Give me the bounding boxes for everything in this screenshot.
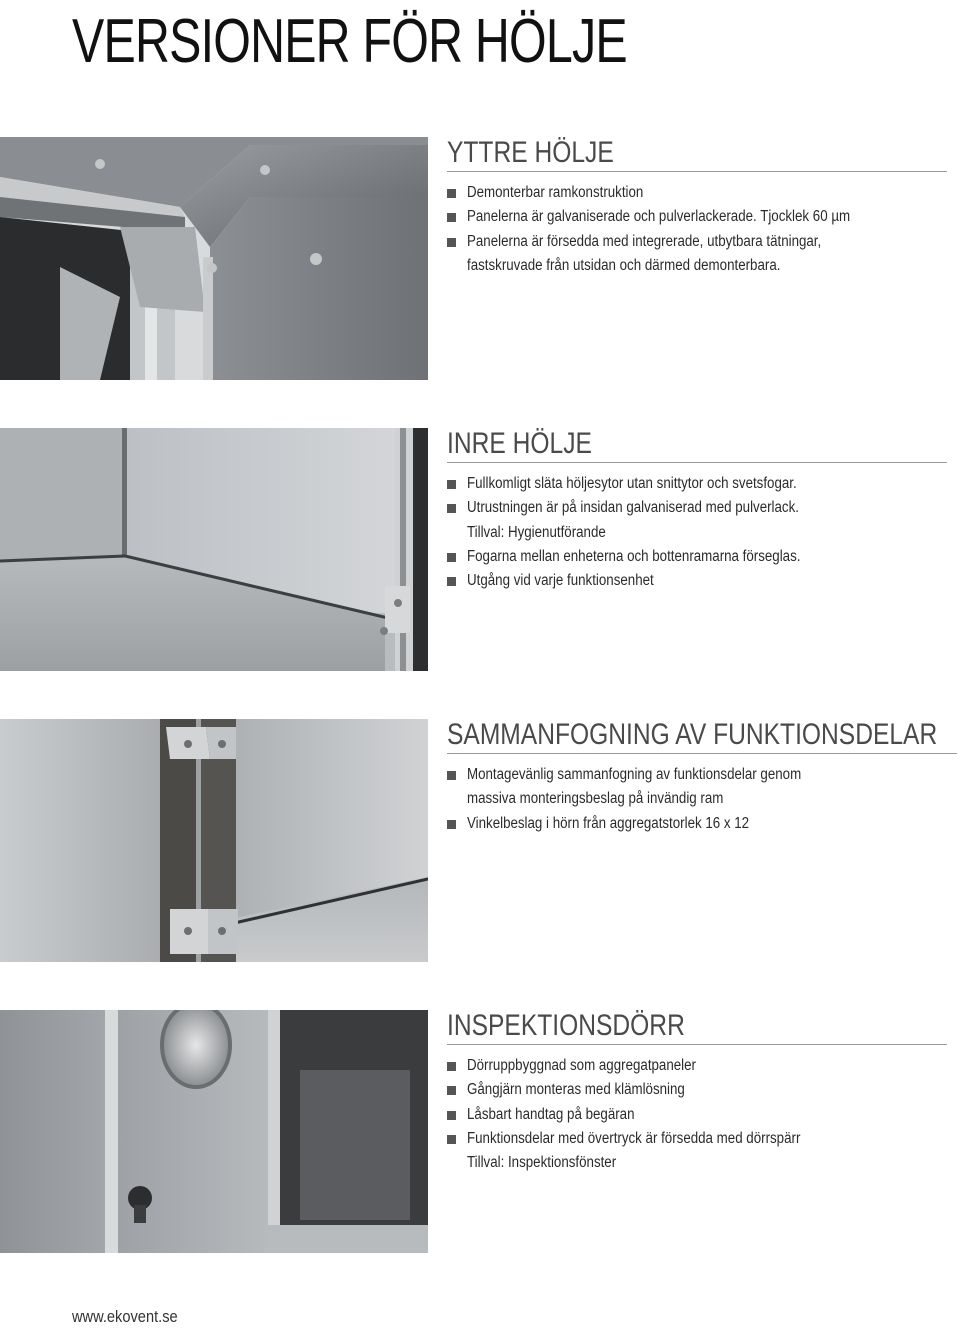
feature-list bbox=[447, 763, 957, 836]
photo-inspection-door bbox=[0, 1010, 428, 1253]
list-item: Låsbart handtag på begäran bbox=[447, 1103, 947, 1127]
list-item: Fogarna mellan enheterna och bottenramarna förseglas. bbox=[447, 545, 947, 569]
section-heading: YTTRE HÖLJE bbox=[447, 136, 614, 169]
list-item-note: Tillval: Hygienutförande bbox=[467, 523, 606, 541]
list-item: Demonterbar ramkonstruktion bbox=[447, 181, 947, 205]
section-outer-casing bbox=[447, 136, 947, 278]
list-item: Panelerna är försedda med integrerade, utbytbara tätningar, bbox=[447, 230, 947, 254]
list-item-note: Tillval: Inspektionsfönster bbox=[467, 1154, 617, 1172]
list-item: Gångjärn monteras med klämlösning bbox=[447, 1078, 947, 1102]
photo-joining bbox=[0, 719, 428, 962]
photo-inner-casing bbox=[0, 428, 428, 671]
inner-casing-illustration bbox=[0, 428, 428, 671]
section-heading: SAMMANFOGNING AV FUNKTIONSDELAR bbox=[447, 718, 938, 751]
list-item: Utgång vid varje funktionsenhet bbox=[447, 569, 947, 593]
joining-illustration bbox=[0, 719, 428, 962]
list-item: Dörruppbyggnad som aggregatpaneler bbox=[447, 1054, 947, 1078]
section-divider bbox=[447, 171, 947, 172]
feature-list bbox=[447, 1054, 947, 1175]
section-divider bbox=[447, 1044, 947, 1045]
photo-outer-casing bbox=[0, 137, 428, 380]
list-item: Fullkomligt släta höljesytor utan snittytor och svetsfogar. bbox=[447, 472, 947, 496]
list-item: Montagevänlig sammanfogning av funktionsdelar genom bbox=[447, 763, 957, 787]
section-divider bbox=[447, 753, 957, 754]
section-joining bbox=[447, 718, 957, 836]
section-inspection-door bbox=[447, 1009, 947, 1175]
footer-website-link[interactable]: www.ekovent.se bbox=[72, 1307, 178, 1326]
list-item-continuation: massiva monteringsbeslag på invändig ram bbox=[467, 790, 724, 808]
list-item: Funktionsdelar med övertryck är försedda med dörrspärr bbox=[447, 1127, 947, 1151]
feature-list bbox=[447, 181, 947, 278]
outer-casing-illustration bbox=[0, 137, 428, 380]
list-item-continuation: fastskruvade från utsidan och därmed demonterbara. bbox=[467, 256, 781, 274]
inspection-door-illustration bbox=[0, 1010, 428, 1253]
feature-list bbox=[447, 472, 947, 593]
list-item: Panelerna är galvaniserade och pulverlackerade. Tjocklek 60 µm bbox=[447, 205, 947, 229]
page-title: VERSIONER FÖR HÖLJE bbox=[72, 7, 627, 76]
list-item: Utrustningen är på insidan galvaniserad med pulverlack. bbox=[447, 496, 947, 520]
section-inner-casing bbox=[447, 427, 947, 593]
section-heading: INRE HÖLJE bbox=[447, 427, 592, 460]
list-item: Vinkelbeslag i hörn från aggregatstorlek 16 x 12 bbox=[447, 812, 957, 836]
section-heading: INSPEKTIONSDÖRR bbox=[447, 1009, 685, 1042]
section-divider bbox=[447, 462, 947, 463]
